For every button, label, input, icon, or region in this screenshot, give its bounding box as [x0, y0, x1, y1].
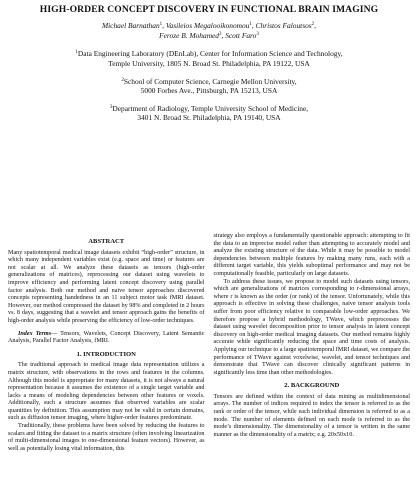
- left-column: [8, 233, 205, 453]
- affiliation-line: School of Computer Science, Carnegie Mellon University,: [123, 76, 297, 86]
- affiliation-2: [8, 76, 410, 95]
- affiliation-sup: 2: [121, 77, 124, 83]
- author-name: , Vasileios Megalooikonomou: [162, 21, 250, 30]
- author-name: , Christos Faloutsos: [251, 21, 312, 30]
- intro-paragraph-3: strategy also employs a fundamentally questionable approach: attempting to fit the data to an imprecise model rather than attempting to accurately model and analyze the existing structure of the data. While it may be possible to model dependencies between multiple features by making many runs, each with a different target variable, this yields suboptimal performance and may not be computationally feasible, particularly on large datasets.: [213, 233, 410, 277]
- affiliation-line: 5000 Forbes Ave., Pittsburgh, PA 15213, USA: [140, 86, 278, 96]
- author-name: Feroze B. Mohamed: [159, 31, 220, 41]
- author-affil-sup: 3: [256, 32, 259, 38]
- index-terms-text: — Tensors, Wavelets, Concept Discovery, Latent Semantic Analysis, Parallel Factor Analysis, fMRI.: [8, 330, 205, 345]
- intro-paragraph-4: To address these issues, we propose to model such datasets using tensors, which are generalizations of matrices corresponding to r-dimensional arrays, where r is known as the order (or rank) of the tensor. Unfortunately, while this approach is effective in solving these challenges, naive tensor analysis tools suffer from poor efficiency relative to comparable low-order approaches. We therefore propose a hybrid methodology, TWave, which preprocesses the dataset using wavelet decomposition prior to tensor analysis in latent concept discovery on high-order medical imaging datasets. Our method remains highly accurate while significantly reducing the space and time costs of analysis. Applying our technique to a large spatiotemporal fMRI dataset, we compare the performance of TWave against voxelwise, wavelet, and tensor techniques and demonstrate that TWave can discover clinically significant patterns in significantly less time than other methodologies.: [213, 278, 410, 376]
- intro-heading: 1. INTRODUCTION: [76, 350, 136, 358]
- author-affil-sup: 1: [159, 22, 163, 27]
- abstract-heading: ABSTRACT: [88, 238, 125, 245]
- author-list: [8, 20, 410, 40]
- author-line-1: Michael Barnathan$^1$, Vasileios Megalooikonomou$^1$, Christos Faloutsos$^2$,: [101, 21, 317, 30]
- index-terms: [8, 331, 205, 346]
- affiliation-line: Temple University, 1805 N. Broad St. Philadelphia, PA 19122, USA: [108, 58, 310, 68]
- author-affil-sup: 3: [219, 32, 222, 38]
- intro-paragraph-2: Traditionally, these problems have been solved by reducing the features to scalars and fitting the dataset to a matrix structure (often involving linearization of multi-dimensional images to one-dimensional feature vectors). However, as well as potentially losing vital information, this: [8, 423, 205, 452]
- affiliation-line: 3401 N. Broad St. Philadelphia, PA 19140, USA: [137, 113, 281, 123]
- paper-title: HIGH-ORDER CONCEPT DISCOVERY IN FUNCTIONAL BRAIN IMAGING: [39, 4, 379, 15]
- author-name: Michael Barnathan: [101, 21, 160, 30]
- background-heading: 2. BACKGROUND: [284, 382, 340, 390]
- intro-paragraph-1: The traditional approach to medical image data representation utilizes a matrix structure, with observations in the rows and features in the columns. Although this model is appropriate for many datasets, it is not always a natural representation because it assumes the existence of a single target variable and lacks a means of modeling dependencies between other features or voxels. Additionally, such a structure assumes that observed variables are scalar quantities by definition. This assumption may not be valid in certain domains, such as diffusion tensor imaging, where higher-order features predominate.: [8, 362, 205, 422]
- author-affil-sup: 1: [249, 22, 252, 27]
- affiliation-1: [8, 48, 410, 67]
- affiliation-sup: 3: [109, 105, 113, 111]
- affiliation-line: Department of Radiology, Temple University School of Medicine,: [112, 104, 309, 114]
- index-terms-label: Index Terms: [18, 330, 52, 337]
- affiliation-3: [8, 103, 410, 122]
- background-paragraph-1: Tensors are defined within the context of data mining as multidimensional arrays. The number of indices required to index the tensor is referred to as the rank or order of the tensor, while each individual dimension is referred to as a mode. The number of elements defined on each mode is referred to as the mode’s dimensionality. The dimensionality of a tensor is written in the same manner as the dimensionality of a matrix; e.g. 20x50x10.: [213, 393, 410, 438]
- affiliation-sup: 1: [75, 50, 78, 56]
- body-columns: [8, 233, 410, 453]
- affiliation-line: Data Engineering Laboratory (DEnLab), Center for Information Science and Technology,: [77, 49, 343, 59]
- right-column: [214, 233, 411, 453]
- abstract-text: Many spatiotemporal medical image datasets exhibit “high-order” structure, in which many independent variables exist (e.g. space and time) or features are not scalar at all. We analyze these datasets as tensors (high-order generalizations of matrices), reprocessing our dataset using wavelets to improve efficiency and performing latent concept discovery using parallel factor analysis. Both our method and naive tensor approaches discovered concepts representing handedness in an 11 subject motor task fMRI dataset. However, our method compressed the dataset by 98% and completed in 2 hours vs. 8 days, suggesting that a wavelet and tensor approach gains the benefits of high-order analysis while preserving the efficiency of low-order techniques.: [8, 249, 205, 324]
- author-name: , Scott Faro: [221, 31, 257, 41]
- author-affil-sup: 2: [311, 22, 315, 27]
- author-line-2: [8, 30, 410, 40]
